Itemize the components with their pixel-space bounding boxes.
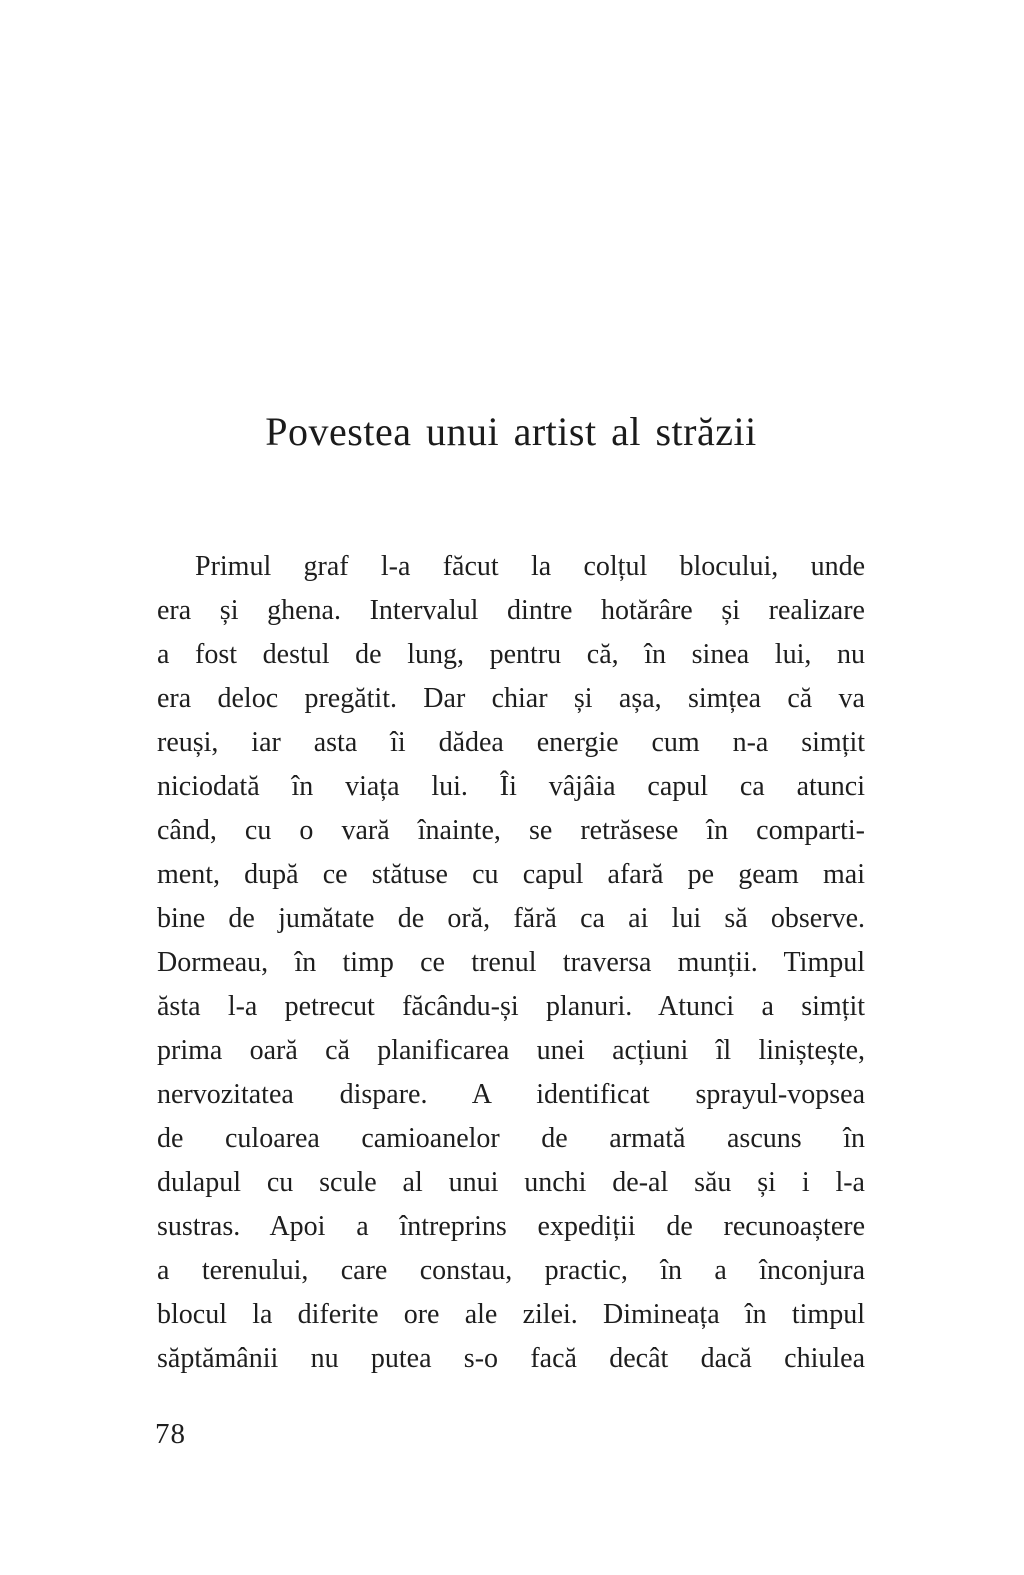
text-line: era și ghena. Intervalul dintre hotărâre și realizare <box>157 595 865 626</box>
text-line: bine de jumătate de oră, fără ca ai lui să observe. <box>157 903 865 934</box>
text-line: a terenului, care constau, practic, în a înconjura <box>157 1255 865 1286</box>
text-line: ăsta l-a petrecut făcându-și planuri. Atunci a simțit <box>157 991 865 1022</box>
page-number: 78 <box>155 1418 186 1450</box>
text-line: niciodată în viața lui. Îi vâjâia capul ca atunci <box>157 771 865 802</box>
text-line: era deloc pregătit. Dar chiar și așa, simțea că va <box>157 683 865 714</box>
text-line: săptămânii nu putea s-o facă decât dacă chiulea <box>157 1343 865 1374</box>
body-paragraph <box>157 545 865 1381</box>
text-line: Primul graf l-a făcut la colțul blocului, unde <box>195 551 865 582</box>
text-line: reuși, iar asta îi dădea energie cum n-a simțit <box>157 727 865 758</box>
text-line: dulapul cu scule al unui unchi de-al său și i l-a <box>157 1167 865 1198</box>
text-line: prima oară că planificarea unei acțiuni îl liniștește, <box>157 1035 865 1066</box>
text-line: când, cu o vară înainte, se retrăsese în comparti- <box>157 815 865 846</box>
text-line: blocul la diferite ore ale zilei. Dimineața în timpul <box>157 1299 865 1330</box>
text-line: a fost destul de lung, pentru că, în sinea lui, nu <box>157 639 865 670</box>
text-line: ment, după ce stătuse cu capul afară pe geam mai <box>157 859 865 890</box>
chapter-title: Povestea unui artist al străzii <box>265 409 757 454</box>
text-line: nervozitatea dispare. A identificat sprayul-vopsea <box>157 1079 865 1110</box>
text-line: de culoarea camioanelor de armată ascuns în <box>157 1123 865 1154</box>
text-line: sustras. Apoi a întreprins expediții de recunoaștere <box>157 1211 865 1242</box>
text-line: Dormeau, în timp ce trenul traversa munții. Timpul <box>157 947 865 978</box>
